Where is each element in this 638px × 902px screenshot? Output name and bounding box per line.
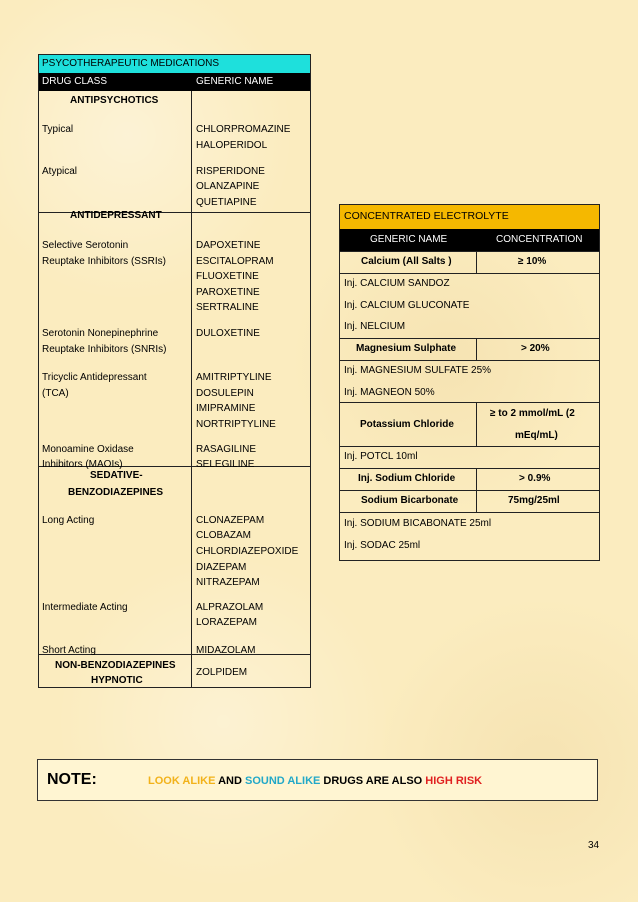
- note-sound-alike: SOUND ALIKE: [244, 775, 321, 787]
- potassium-name: Potassium Chloride: [360, 419, 454, 430]
- header-drug-class: DRUG CLASS: [42, 76, 108, 87]
- class-long-acting: Long Acting: [42, 515, 95, 526]
- drug-item: HALOPERIDOL: [196, 140, 268, 151]
- drug-item: ZOLPIDEM: [196, 667, 248, 678]
- class-atypical: Atypical: [42, 166, 78, 177]
- class-tca-line1: Tricyclic Antidepressant: [42, 372, 147, 383]
- drug-item: OLANZAPINE: [196, 181, 260, 192]
- magnesium-concentration: > 20%: [521, 343, 550, 354]
- sodium-chloride-name: Inj. Sodium Chloride: [358, 473, 456, 484]
- column-divider: [476, 402, 477, 446]
- header-concentration: CONCENTRATION: [496, 234, 583, 245]
- drug-item: DULOXETINE: [196, 328, 260, 339]
- table-header-row: [340, 229, 599, 251]
- row-divider: [340, 273, 599, 274]
- bicarbonate-concentration: 75mg/25ml: [508, 495, 560, 506]
- section-sedative-line2: BENZODIAZEPINES: [68, 487, 164, 498]
- electrolyte-table: [339, 204, 600, 561]
- drug-item: RISPERIDONE: [196, 166, 265, 177]
- drug-item: QUETIAPINE: [196, 197, 257, 208]
- row-divider: [340, 490, 599, 491]
- section-antipsychotics: ANTIPSYCHOTICS: [70, 95, 159, 106]
- class-maoi-line1: Monoamine Oxidase: [42, 444, 134, 455]
- bicarbonate-name: Sodium Bicarbonate: [361, 495, 459, 506]
- drug-item: DAPOXETINE: [196, 240, 261, 251]
- potassium-item: Inj. POTCL 10ml: [344, 451, 418, 462]
- column-divider: [476, 468, 477, 490]
- header-generic-name: GENERIC NAME: [370, 234, 448, 245]
- class-ssri-line1: Selective Serotonin: [42, 240, 129, 251]
- calcium-concentration: ≥ 10%: [518, 256, 547, 267]
- note-middle: DRUGS ARE ALSO: [320, 775, 426, 787]
- note-box: [37, 759, 598, 801]
- class-maoi-line2: Inhibitors (MAOIs): [42, 459, 123, 470]
- note-label: NOTE:: [47, 771, 97, 788]
- class-short-acting: Short Acting: [42, 645, 96, 656]
- drug-item: SERTRALINE: [196, 302, 259, 313]
- class-snri-line1: Serotonin Nonepinephrine: [42, 328, 159, 339]
- drug-item: LORAZEPAM: [196, 617, 257, 628]
- drug-item: ESCITALOPRAM: [196, 256, 274, 267]
- column-divider: [191, 91, 192, 688]
- column-divider: [476, 338, 477, 360]
- section-nonbenzo-line2: HYPNOTIC: [91, 675, 143, 686]
- column-divider: [476, 251, 477, 273]
- drug-item: AMITRIPTYLINE: [196, 372, 272, 383]
- table-title-bar: [340, 205, 599, 229]
- note-high-risk: HIGH RISK: [425, 775, 483, 787]
- page-number: 34: [588, 840, 600, 851]
- psychotherapeutic-table: [38, 54, 311, 688]
- magnesium-name: Magnesium Sulphate: [356, 343, 457, 354]
- row-divider: [340, 512, 599, 513]
- drug-item: FLUOXETINE: [196, 271, 259, 282]
- drug-item: CLONAZEPAM: [196, 515, 265, 526]
- row-divider: [340, 338, 599, 339]
- calcium-item: Inj. NELCIUM: [344, 321, 406, 332]
- magnesium-item: Inj. MAGNEON 50%: [344, 387, 435, 398]
- drug-item: CLOBAZAM: [196, 530, 252, 541]
- class-snri-line2: Reuptake Inhibitors (SNRIs): [42, 344, 167, 355]
- calcium-name: Calcium (All Salts ): [361, 256, 452, 267]
- sodium-chloride-concentration: > 0.9%: [519, 473, 551, 484]
- drug-item: DOSULEPIN: [196, 388, 254, 399]
- section-nonbenzo-line1: NON-BENZODIAZEPINES: [55, 660, 176, 671]
- row-divider: [340, 251, 599, 252]
- class-typical: Typical: [42, 124, 74, 135]
- column-divider: [476, 490, 477, 512]
- class-tca-line2: (TCA): [42, 388, 69, 399]
- drug-item: DIAZEPAM: [196, 562, 247, 573]
- drug-item: MIDAZOLAM: [196, 645, 256, 656]
- table-title: PSYCOTHERAPEUTIC MEDICATIONS: [42, 58, 220, 69]
- drug-item: PAROXETINE: [196, 287, 260, 298]
- table-header-row: [39, 73, 310, 91]
- drug-item: CHLORPROMAZINE: [196, 124, 291, 135]
- note-text: [148, 775, 482, 787]
- drug-item: SELEGILINE: [196, 459, 255, 470]
- drug-item: NITRAZEPAM: [196, 577, 260, 588]
- class-intermediate-acting: Intermediate Acting: [42, 602, 128, 613]
- header-generic-name: GENERIC NAME: [196, 76, 274, 87]
- section-sedative-line1: SEDATIVE-: [90, 470, 143, 481]
- row-divider: [340, 360, 599, 361]
- drug-item: ALPRAZOLAM: [196, 602, 264, 613]
- class-ssri-line2: Reuptake Inhibitors (SSRIs): [42, 256, 166, 267]
- table-title-bar: [39, 55, 310, 73]
- row-divider: [340, 402, 599, 403]
- magnesium-item: Inj. MAGNESIUM SULFATE 25%: [344, 365, 492, 376]
- potassium-concentration-line1: ≥ to 2 mmol/mL (2: [490, 408, 575, 419]
- bicarbonate-item: Inj. SODIUM BICABONATE 25ml: [344, 518, 492, 529]
- note-and: AND: [215, 775, 245, 787]
- note-look-alike: LOOK ALIKE: [148, 775, 216, 787]
- calcium-item: Inj. CALCIUM SANDOZ: [344, 278, 450, 289]
- drug-item: CHLORDIAZEPOXIDE: [196, 546, 299, 557]
- section-antidepressant: ANTIDEPRESSANT: [70, 210, 162, 221]
- drug-item: RASAGILINE: [196, 444, 257, 455]
- potassium-concentration-line2: mEq/mL): [515, 430, 558, 441]
- row-divider: [340, 446, 599, 447]
- drug-item: NORTRIPTYLINE: [196, 419, 276, 430]
- row-divider: [340, 468, 599, 469]
- drug-item: IMIPRAMINE: [196, 403, 256, 414]
- bicarbonate-item: Inj. SODAC 25ml: [344, 540, 421, 551]
- table-title: CONCENTRATED ELECTROLYTE: [344, 210, 509, 222]
- calcium-item: Inj. CALCIUM GLUCONATE: [344, 300, 470, 311]
